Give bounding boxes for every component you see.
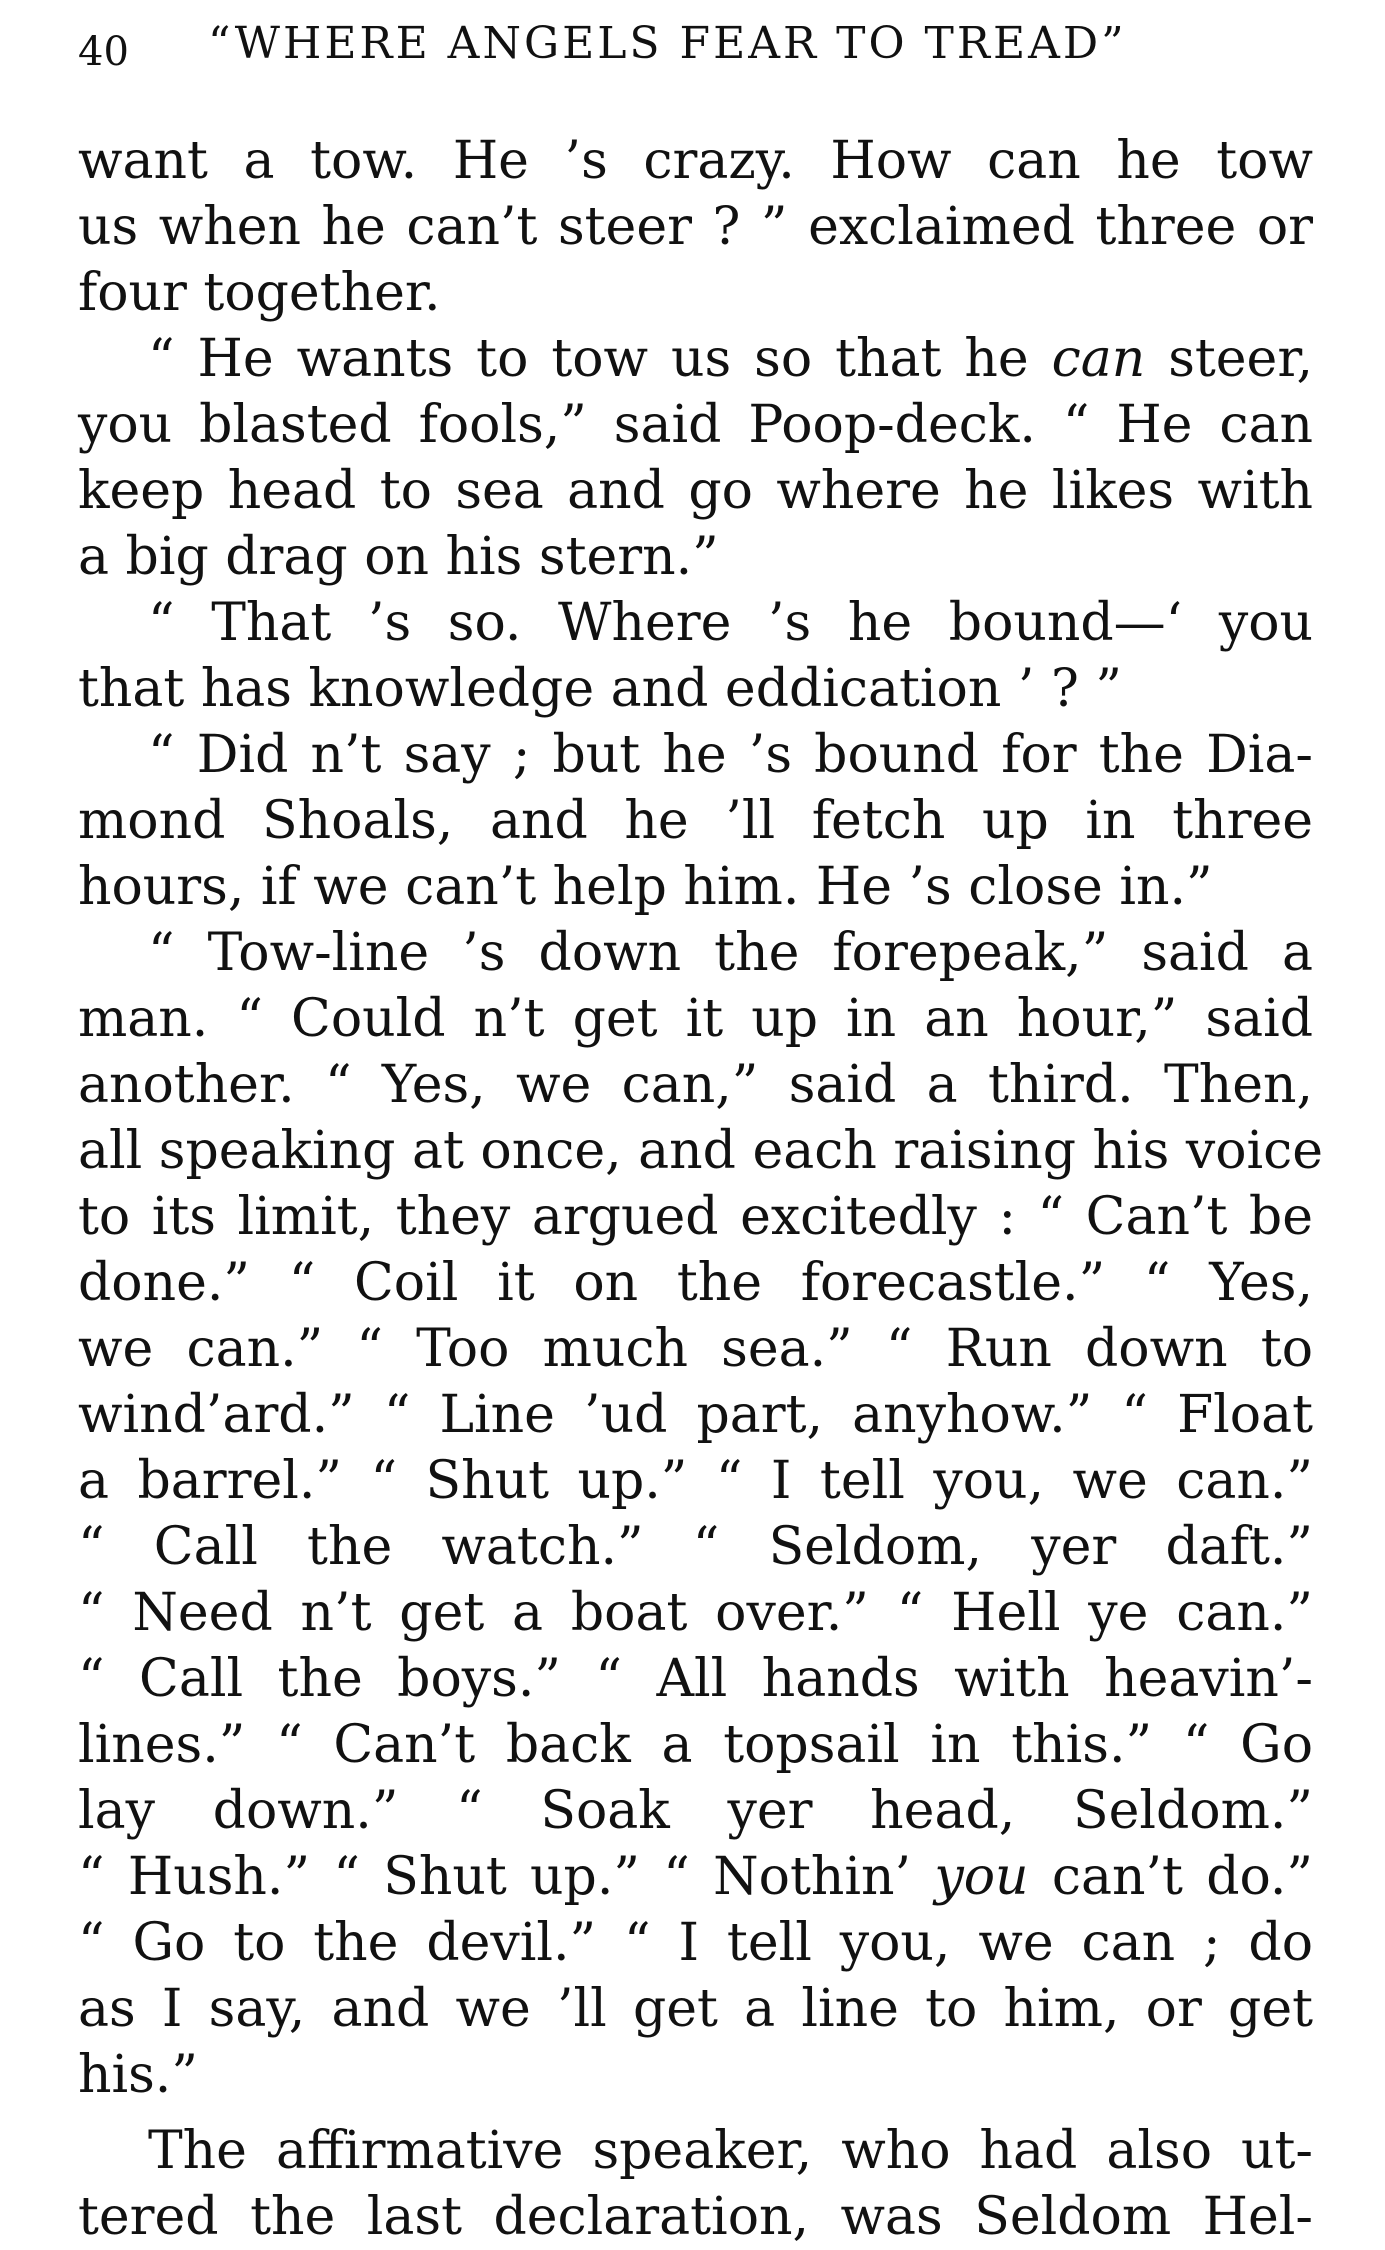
text-line-content: that has knowledge and eddication ’ ? ”	[78, 659, 1122, 719]
text-line	[78, 1646, 1313, 1712]
text-line-content: tered the last declaration, was Seldom Hel-	[78, 2187, 1313, 2247]
text-line-content: we can.” “ Too much sea.” “ Run down to	[78, 1319, 1313, 1379]
text-line-content: keep head to sea and go where he likes with	[78, 461, 1313, 521]
text-line-content: four together.	[78, 263, 441, 323]
running-head	[78, 18, 1318, 82]
text-line-content: a barrel.” “ Shut up.” “ I tell you, we can.”	[78, 1451, 1313, 1511]
text-line-content: all speaking at once, and each raising his voice	[78, 1121, 1324, 1181]
text-line-content: his.”	[78, 2045, 198, 2105]
text-line-content: hours, if we can’t help him. He ’s close in.”	[78, 857, 1213, 917]
text-line-content: “ Call the boys.” “ All hands with heavin’-	[78, 1649, 1313, 1709]
text-line-content: man. “ Could n’t get it up in an hour,” said	[78, 989, 1313, 1049]
text-line-content: wind’ard.” “ Line ’ud part, anyhow.” “ Float	[78, 1385, 1313, 1445]
text-line	[78, 2042, 1313, 2108]
text-line	[78, 1712, 1313, 1778]
text-line	[78, 722, 1313, 788]
text-line-content: lay down.” “ Soak yer head, Seldom.”	[78, 1781, 1313, 1841]
text-line	[78, 392, 1313, 458]
text-line-content: “ Hush.” “ Shut up.” “ Nothin’	[78, 1847, 935, 1907]
text-line-content: us when he can’t steer ? ” exclaimed three or	[78, 197, 1313, 257]
text-line	[78, 1118, 1324, 1184]
text-line-content: to its limit, they argued excitedly : “ Can’t be	[78, 1187, 1313, 1247]
text-line	[78, 194, 1313, 260]
text-line	[78, 1448, 1313, 1514]
text-line-content: mond Shoals, and he ’ll fetch up in three	[78, 791, 1313, 851]
text-line	[78, 1316, 1313, 1382]
text-line-content: you blasted fools,” said Poop-deck. “ He can	[78, 395, 1313, 455]
text-line	[78, 920, 1313, 986]
text-line	[78, 986, 1313, 1052]
page-number: 40	[78, 29, 129, 75]
emphasized-word: you	[934, 1847, 1029, 1907]
text-line-content: another. “ Yes, we can,” said a third. Then,	[78, 1055, 1313, 1115]
text-line-content: “ He wants to tow us so that he	[148, 329, 1052, 389]
text-line	[78, 524, 1313, 590]
text-line	[78, 1910, 1313, 1976]
text-line	[78, 854, 1313, 920]
text-line	[78, 1052, 1313, 1118]
text-line	[78, 1250, 1313, 1316]
text-line	[78, 1382, 1313, 1448]
text-line	[78, 2184, 1313, 2250]
text-line-content: done.” “ Coil it on the forecastle.” “ Yes,	[78, 1253, 1313, 1313]
text-line	[78, 788, 1313, 854]
text-line-content: “ Go to the devil.” “ I tell you, we can ; do	[78, 1913, 1313, 1973]
text-line-content: “ Did n’t say ; but he ’s bound for the Dia-	[148, 725, 1313, 785]
text-line-content: “ Need n’t get a boat over.” “ Hell ye can.”	[78, 1583, 1313, 1643]
text-line	[78, 2118, 1313, 2184]
text-line-content: as I say, and we ’ll get a line to him, or get	[78, 1979, 1313, 2039]
text-line	[78, 326, 1313, 392]
text-line	[78, 1778, 1313, 1844]
text-line-content: “ Tow-line ’s down the forepeak,” said a	[148, 923, 1313, 983]
text-line-content: lines.” “ Can’t back a topsail in this.” “ Go	[78, 1715, 1313, 1775]
text-line	[78, 260, 1313, 326]
emphasized-word: can	[1051, 329, 1146, 389]
running-title: “WHERE ANGELS FEAR TO TREAD”	[208, 18, 1127, 69]
body-text	[78, 128, 1324, 2250]
text-line-content: “ That ’s so. Where ’s he bound—‘ you	[148, 593, 1313, 653]
text-line	[78, 1514, 1313, 1580]
text-line	[78, 590, 1313, 656]
text-line-content: a big drag on his stern.”	[78, 527, 719, 587]
text-line-continuation: steer,	[1145, 329, 1314, 389]
text-line-continuation: can’t do.”	[1028, 1847, 1313, 1907]
text-line-content: “ Call the watch.” “ Seldom, yer daft.”	[78, 1517, 1313, 1577]
text-line	[78, 1844, 1313, 1910]
text-line	[78, 1976, 1313, 2042]
text-line	[78, 1184, 1313, 1250]
text-line-content: want a tow. He ’s crazy. How can he tow	[78, 131, 1313, 191]
text-line	[78, 656, 1313, 722]
text-line	[78, 458, 1313, 524]
text-line-content: The affirmative speaker, who had also ut-	[148, 2121, 1313, 2181]
text-line	[78, 128, 1313, 194]
text-line	[78, 1580, 1313, 1646]
